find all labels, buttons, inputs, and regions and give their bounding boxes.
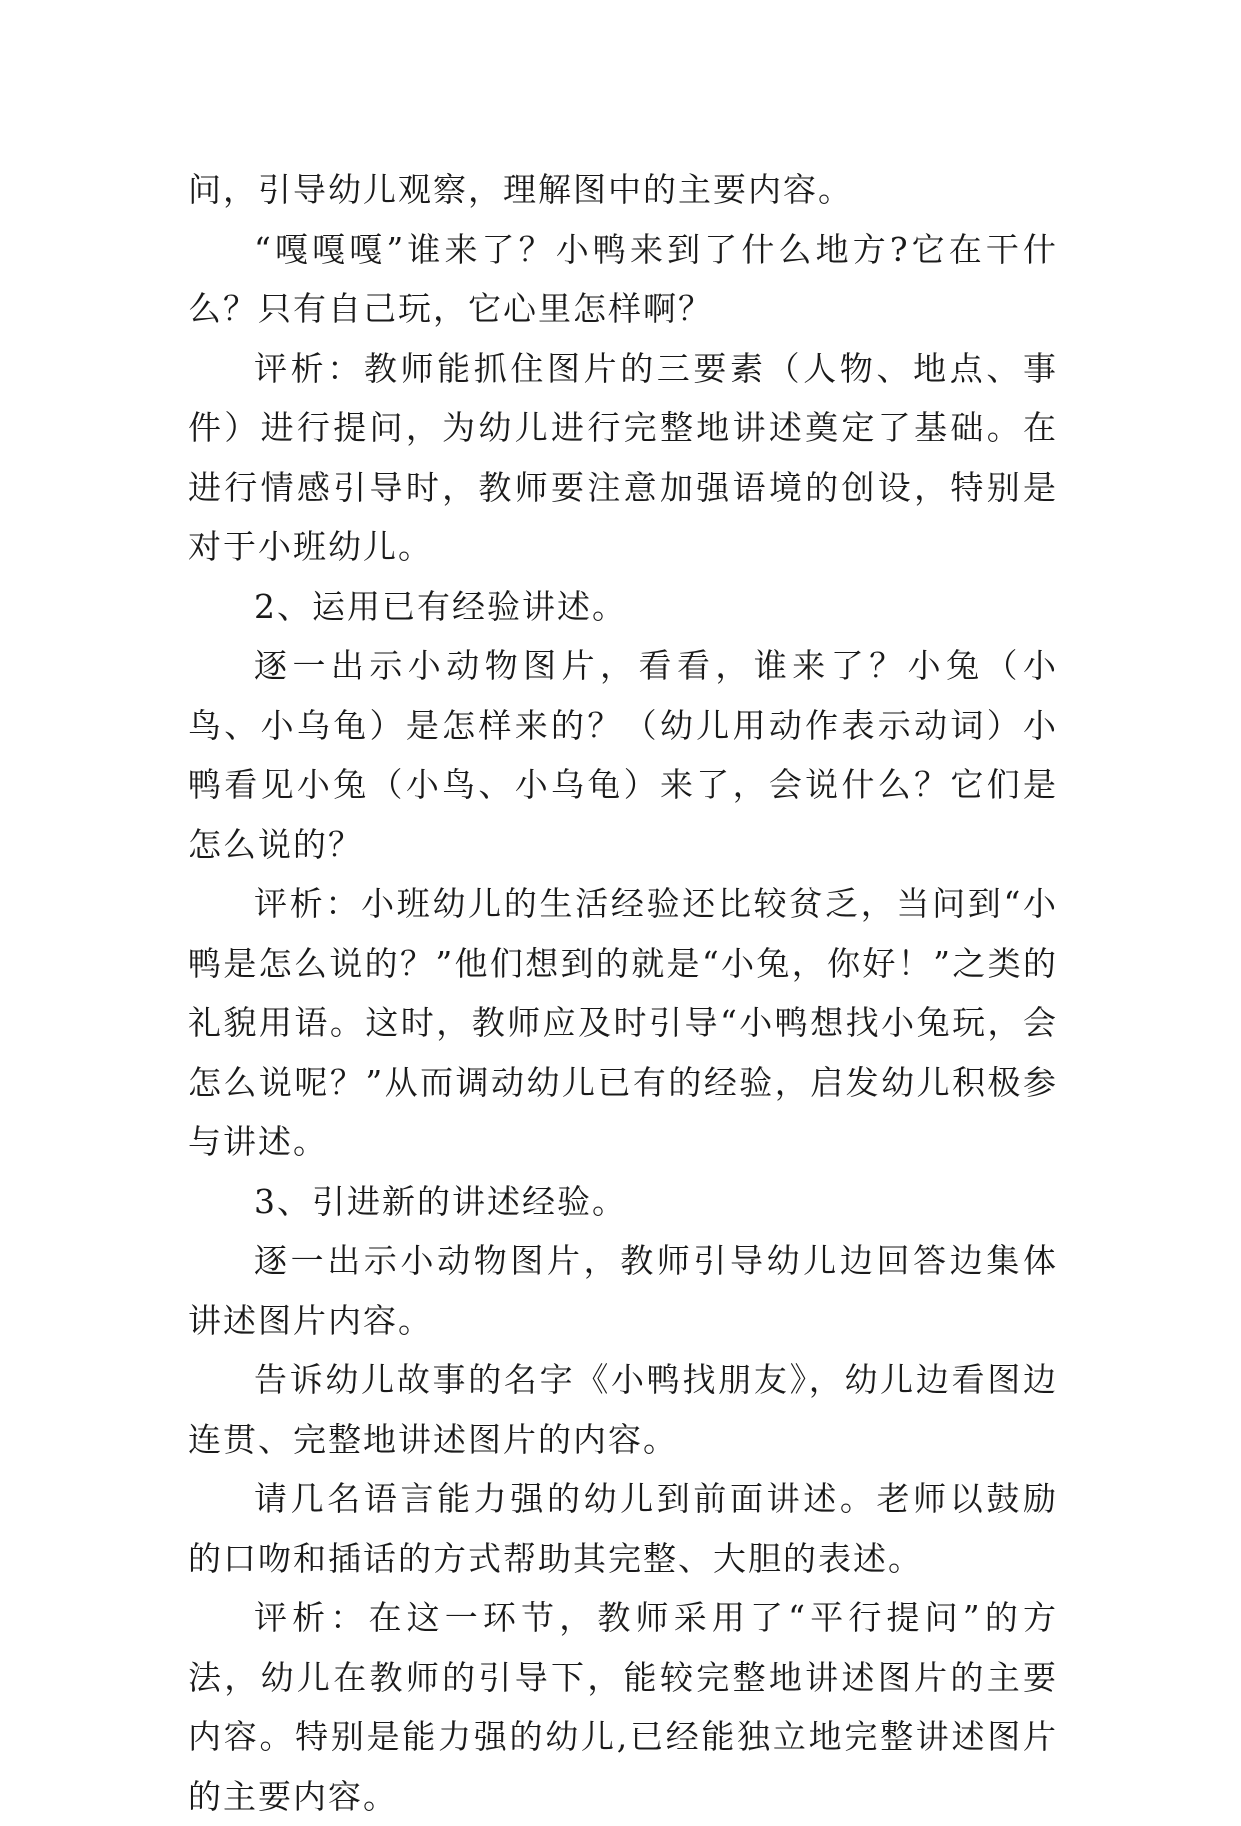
paragraph-analysis-3: 评析：在这一环节，教师采用了“平行提问”的方法，幼儿在教师的引导下，能较完整地讲述图片的主要内容。特别是能力强的幼儿,已经能独立地完整讲述图片的主要内容。 (188, 1598, 1058, 1816)
section-heading-3: 3、引进新的讲述经验。 (254, 1181, 627, 1221)
document-body (188, 160, 1058, 1826)
paragraph-collective-narration: 逐一出示小动物图片，教师引导幼儿边回答边集体讲述图片内容。 (188, 1241, 1058, 1340)
paragraph-story-name: 告诉幼儿故事的名字《小鸭找朋友》，幼儿边看图边连贯、完整地讲述图片的内容。 (188, 1360, 1058, 1459)
paragraph-question: “嘎嘎嘎”谁来了？小鸭来到了什么地方?它在干什么？只有自己玩，它心里怎样啊？ (188, 229, 1058, 328)
paragraph-animal-pictures: 逐一出示小动物图片，看看，谁来了？小兔（小鸟、小乌龟）是怎样来的？（幼儿用动作表示动词）小鸭看见小兔（小鸟、小乌龟）来了，会说什么？它们是怎么说的？ (188, 646, 1058, 864)
paragraph-analysis-2: 评析：小班幼儿的生活经验还比较贫乏，当问到“小鸭是怎么说的？”他们想到的就是“小兔，你好！”之类的礼貌用语。这时，教师应及时引导“小鸭想找小兔玩，会怎么说呢？”从而调动幼儿已有的经验，启发幼儿积极参与讲述。 (188, 884, 1058, 1161)
paragraph-continuation: 问，引导幼儿观察，理解图中的主要内容。 (188, 170, 853, 209)
paragraph-analysis-1: 评析：教师能抓住图片的三要素（人物、地点、事件）进行提问，为幼儿进行完整地讲述奠定了基础。在进行情感引导时，教师要注意加强语境的创设，特别是对于小班幼儿。 (188, 348, 1058, 566)
paragraph-child-narration: 请几名语言能力强的幼儿到前面讲述。老师以鼓励的口吻和插话的方式帮助其完整、大胆的表述。 (188, 1479, 1058, 1578)
section-heading-2: 2、运用已有经验讲述。 (254, 586, 627, 626)
